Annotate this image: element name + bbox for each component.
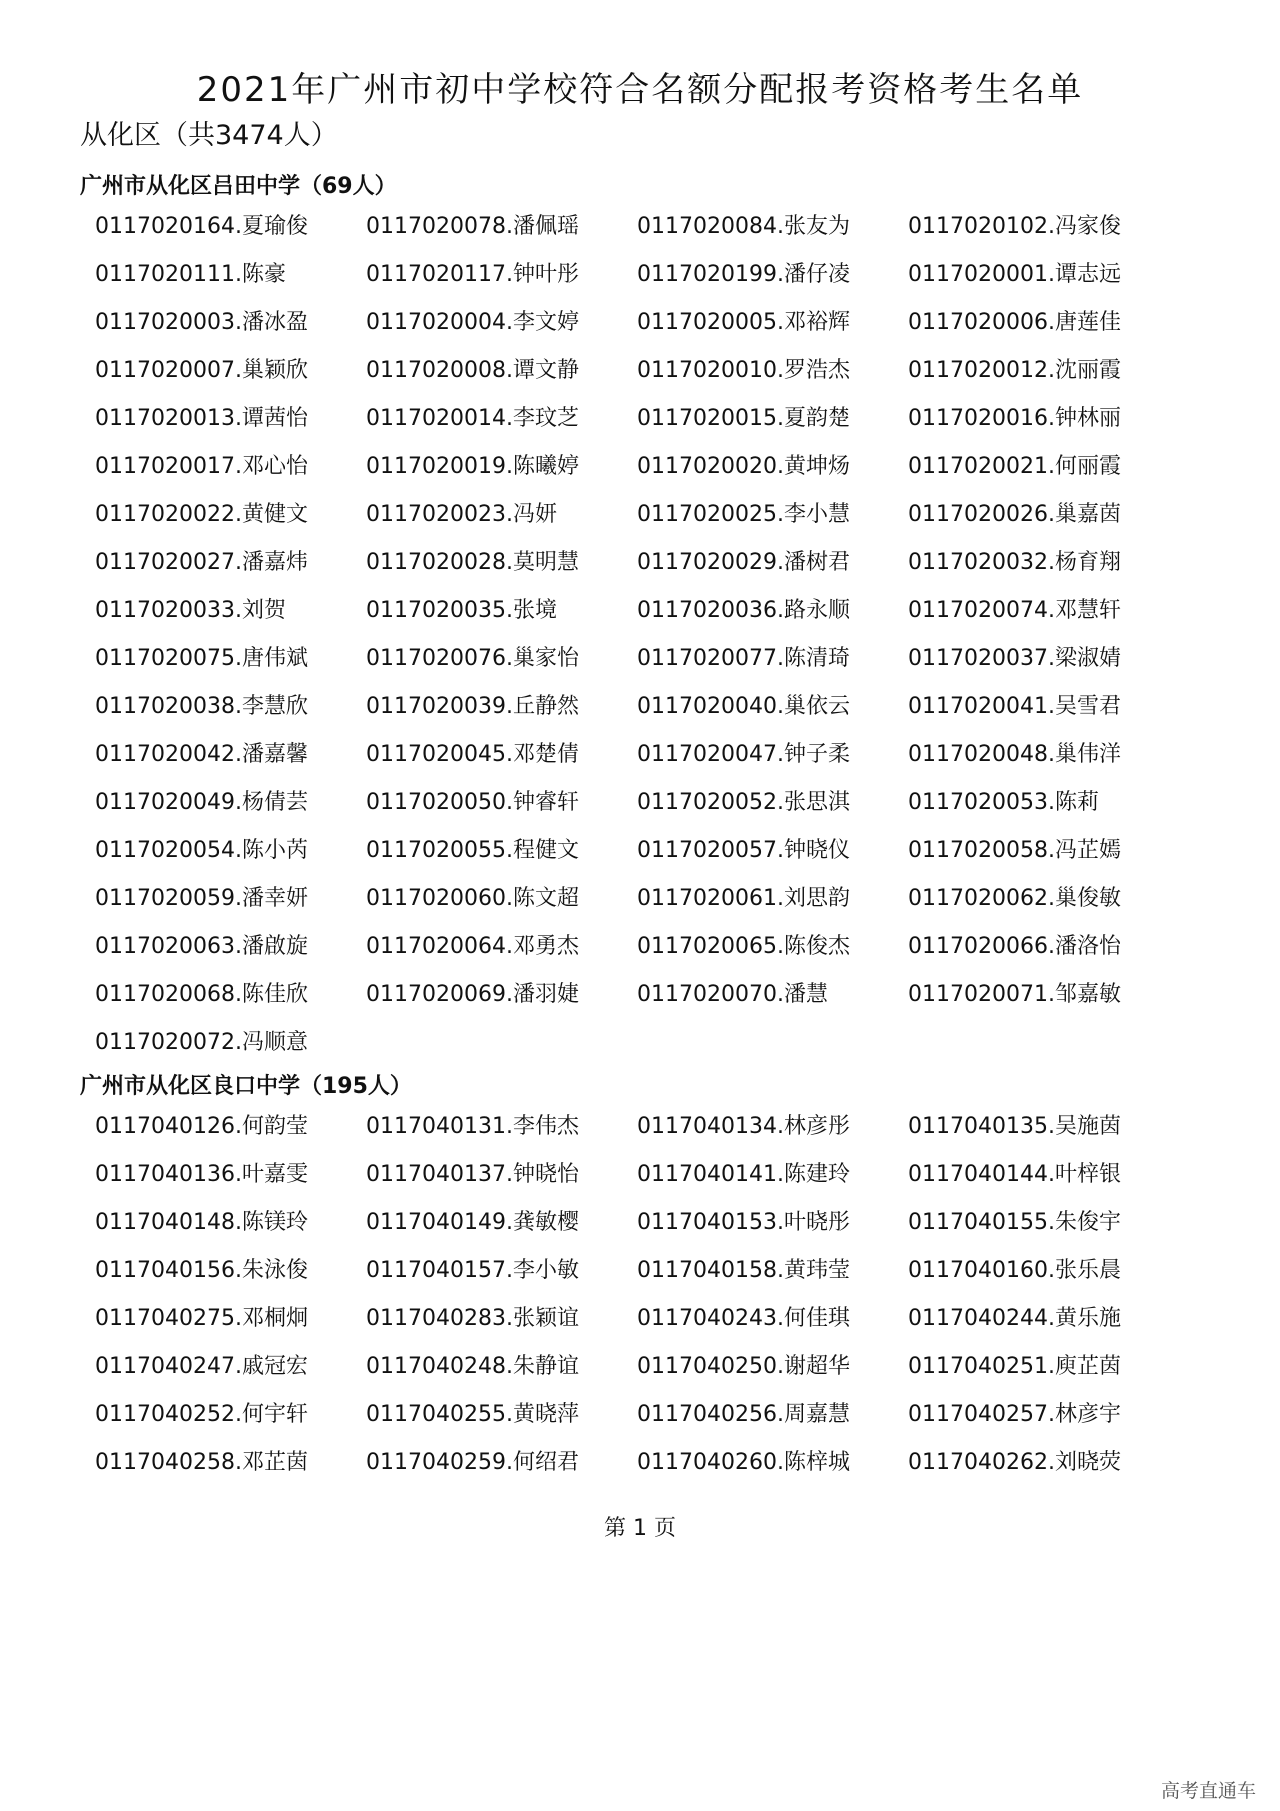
student-entry: 0117040153.叶晓彤 [637,1210,850,1235]
page-title: 2021年广州市初中学校符合名额分配报考资格考生名单 [196,70,1084,110]
student-entry: 0117020026.巢嘉茵 [908,502,1121,527]
student-entry: 0117020037.梁淑婧 [908,646,1121,671]
student-entry: 0117020050.钟睿轩 [366,790,579,815]
student-entry: 0117040134.林彦彤 [637,1114,850,1139]
student-entry: 0117020004.李文婷 [366,310,579,335]
student-entry: 0117020023.冯妍 [366,502,557,527]
student-entry: 0117020027.潘嘉炜 [95,550,308,575]
student-entry: 0117020032.杨育翔 [908,550,1121,575]
student-entry: 0117020053.陈莉 [908,790,1099,815]
student-entry: 0117040252.何宇轩 [95,1402,308,1427]
student-entry: 0117040250.谢超华 [637,1354,850,1379]
student-entry: 0117020042.潘嘉馨 [95,742,308,767]
student-entry: 0117040243.何佳琪 [637,1306,850,1331]
student-entry: 0117040148.陈镁玲 [95,1210,308,1235]
student-entry: 0117040244.黄乐施 [908,1306,1121,1331]
student-entry: 0117040158.黄玮莹 [637,1258,850,1283]
student-entry: 0117020047.钟子柔 [637,742,850,767]
student-entry: 0117020007.巢颖欣 [95,358,308,383]
student-entry: 0117020069.潘羽婕 [366,982,579,1007]
student-entry: 0117040247.戚冠宏 [95,1354,308,1379]
student-entry: 0117020077.陈清琦 [637,646,850,671]
student-entry: 0117020199.潘仔凌 [637,262,850,287]
student-entry: 0117020039.丘静然 [366,694,579,719]
student-entry: 0117020068.陈佳欣 [95,982,308,1007]
student-entry: 0117020055.程健文 [366,838,579,863]
student-entry: 0117040141.陈建玲 [637,1162,850,1187]
student-entry: 0117020048.巢伟洋 [908,742,1121,767]
student-entry: 0117020017.邓心怡 [95,454,308,479]
student-entry: 0117020045.邓楚倩 [366,742,579,767]
student-entry: 0117020054.陈小芮 [95,838,308,863]
student-entry: 0117020084.张友为 [637,214,850,239]
student-entry: 0117020060.陈文超 [366,886,579,911]
student-entry: 0117020012.沈丽霞 [908,358,1121,383]
student-entry: 0117020010.罗浩杰 [637,358,850,383]
student-entry: 0117020008.谭文静 [366,358,579,383]
school-heading: 广州市从化区良口中学（195人） [80,1074,412,1099]
student-entry: 0117020025.李小慧 [637,502,850,527]
student-entry: 0117040259.何绍君 [366,1450,579,1475]
student-entry: 0117040255.黄晓萍 [366,1402,579,1427]
student-entry: 0117020021.何丽霞 [908,454,1121,479]
student-entry: 0117020036.路永顺 [637,598,850,623]
student-entry: 0117040126.何韵莹 [95,1114,308,1139]
student-entry: 0117020033.刘贺 [95,598,286,623]
student-entry: 0117040131.李伟杰 [366,1114,579,1139]
student-entry: 0117040144.叶梓银 [908,1162,1121,1187]
student-entry: 0117020049.杨倩芸 [95,790,308,815]
student-entry: 0117020075.唐伟斌 [95,646,308,671]
student-entry: 0117040155.朱俊宇 [908,1210,1121,1235]
student-entry: 0117020111.陈豪 [95,262,286,287]
student-entry: 0117040275.邓桐炯 [95,1306,308,1331]
district-heading: 从化区（共3474人） [80,120,338,151]
student-entry: 0117020035.张境 [366,598,557,623]
student-entry: 0117020041.吴雪君 [908,694,1121,719]
student-entry: 0117020063.潘啟旋 [95,934,308,959]
student-entry: 0117040137.钟晓怡 [366,1162,579,1187]
student-entry: 0117020072.冯顺意 [95,1030,308,1055]
student-entry: 0117020001.谭志远 [908,262,1121,287]
student-list [95,1112,1280,1478]
page-number: 第 1 页 [604,1516,676,1541]
student-entry: 0117020102.冯家俊 [908,214,1121,239]
student-entry: 0117040257.林彦宇 [908,1402,1121,1427]
student-entry: 0117020062.巢俊敏 [908,886,1121,911]
student-entry: 0117040160.张乐晨 [908,1258,1121,1283]
student-entry: 0117020078.潘佩瑶 [366,214,579,239]
student-entry: 0117040136.叶嘉雯 [95,1162,308,1187]
student-entry: 0117020003.潘冰盈 [95,310,308,335]
student-entry: 0117020022.黄健文 [95,502,308,527]
student-entry: 0117020013.谭茜怡 [95,406,308,431]
student-entry: 0117020005.邓裕辉 [637,310,850,335]
student-entry: 0117020040.巢依云 [637,694,850,719]
student-list [95,212,1280,1058]
student-entry: 0117020028.莫明慧 [366,550,579,575]
student-entry: 0117020071.邹嘉敏 [908,982,1121,1007]
student-entry: 0117020052.张思淇 [637,790,850,815]
student-entry: 0117020058.冯芷嫣 [908,838,1121,863]
student-entry: 0117040156.朱泳俊 [95,1258,308,1283]
student-entry: 0117040262.刘晓荧 [908,1450,1121,1475]
student-entry: 0117020019.陈曦婷 [366,454,579,479]
student-entry: 0117020066.潘洛怡 [908,934,1121,959]
school-sections [0,172,1280,1492]
student-entry: 0117040256.周嘉慧 [637,1402,850,1427]
student-entry: 0117040248.朱静谊 [366,1354,579,1379]
student-entry: 0117020070.潘慧 [637,982,828,1007]
student-entry: 0117020164.夏瑜俊 [95,214,308,239]
student-entry: 0117020038.李慧欣 [95,694,308,719]
student-entry: 0117020059.潘幸妍 [95,886,308,911]
school-section [0,172,1280,1058]
watermark: 高考直通车 [1160,1780,1256,1802]
student-entry: 0117040251.庾芷茵 [908,1354,1121,1379]
student-entry: 0117040258.邓芷茵 [95,1450,308,1475]
student-entry: 0117020117.钟叶彤 [366,262,579,287]
student-entry: 0117020014.李玟芝 [366,406,579,431]
student-entry: 0117020020.黄坤炀 [637,454,850,479]
student-entry: 0117020016.钟林丽 [908,406,1121,431]
student-entry: 0117040157.李小敏 [366,1258,579,1283]
student-entry: 0117040283.张颖谊 [366,1306,579,1331]
student-entry: 0117020006.唐莲佳 [908,310,1121,335]
student-entry: 0117040135.吴施茵 [908,1114,1121,1139]
school-heading: 广州市从化区吕田中学（69人） [80,174,397,199]
student-entry: 0117020064.邓勇杰 [366,934,579,959]
student-entry: 0117020076.巢家怡 [366,646,579,671]
student-entry: 0117020057.钟晓仪 [637,838,850,863]
student-entry: 0117020015.夏韵楚 [637,406,850,431]
student-entry: 0117020061.刘思韵 [637,886,850,911]
student-entry: 0117020029.潘树君 [637,550,850,575]
student-entry: 0117040149.龚敏樱 [366,1210,579,1235]
school-section [0,1072,1280,1478]
student-entry: 0117040260.陈梓城 [637,1450,850,1475]
student-entry: 0117020065.陈俊杰 [637,934,850,959]
student-entry: 0117020074.邓慧轩 [908,598,1121,623]
